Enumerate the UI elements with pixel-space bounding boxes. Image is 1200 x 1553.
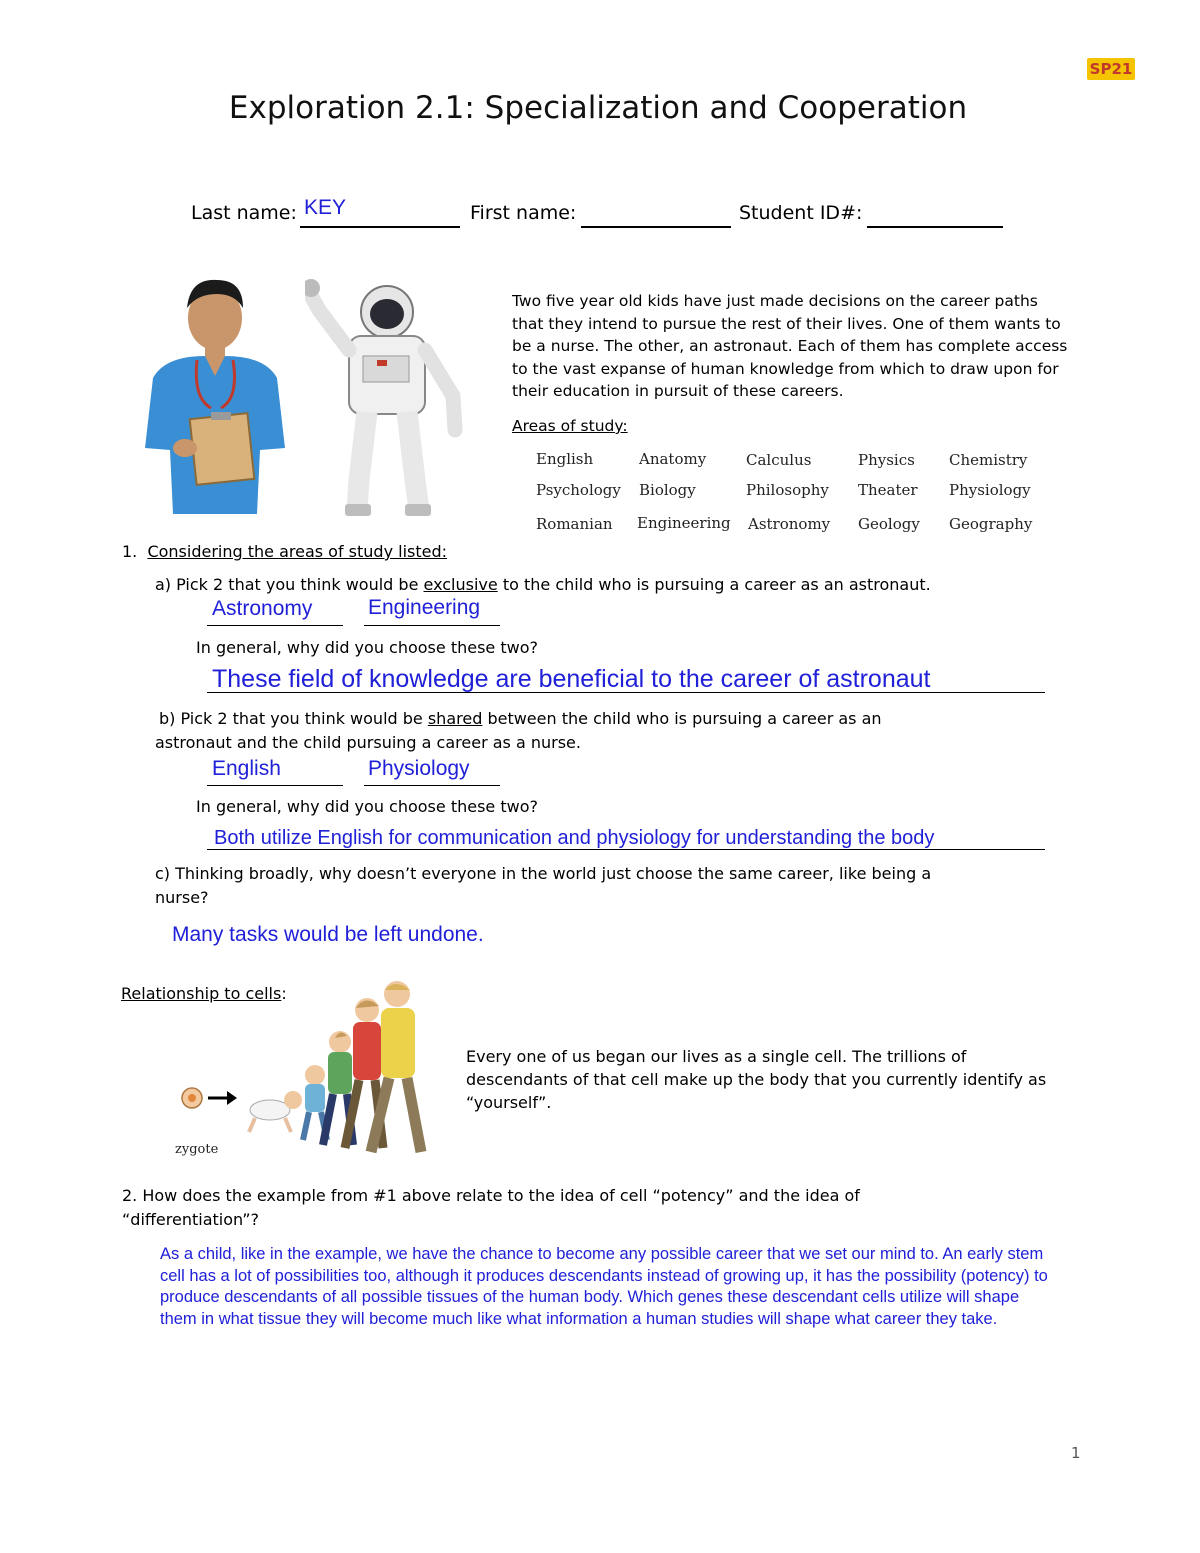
answer-1a-why[interactable]: These field of knowledge are beneficial to the career of astronaut [212, 665, 931, 693]
subject-romanian: Romanian [536, 515, 613, 533]
question-1-heading [122, 540, 447, 564]
answer-1c[interactable]: Many tasks would be left undone. [172, 923, 484, 946]
first-name-underline[interactable] [581, 226, 731, 228]
subject-english: English [536, 450, 594, 468]
subject-biology: Biology [639, 481, 696, 499]
last-name-value[interactable]: KEY [304, 196, 347, 219]
question-1b-prefix: b) Pick 2 that you think would be [159, 709, 428, 728]
question-1-title: Considering the areas of study listed: [147, 542, 448, 561]
answer-1b-why-line [207, 849, 1045, 850]
astronaut-image [305, 270, 470, 520]
growth-illustration [175, 980, 440, 1160]
last-name-underline [300, 226, 460, 228]
question-1b-text [159, 707, 882, 731]
question-1a-keyword: exclusive [423, 575, 498, 594]
first-name-label: First name: [470, 202, 577, 224]
subject-physics: Physics [858, 451, 915, 469]
subject-philosophy: Philosophy [746, 481, 829, 499]
question-1c-line2: nurse? [155, 888, 209, 907]
last-name-label: Last name: [191, 202, 297, 224]
answer-1b-first[interactable]: English [212, 757, 281, 780]
cells-paragraph: Every one of us began our lives as a single cell. The trillions of descendants of that cell make up the body that you currently identify as “yourself”. [466, 1047, 1047, 1112]
answer-1a-first-line [207, 625, 343, 626]
answer-2[interactable]: As a child, like in the example, we have the chance to become any possible career that we set our mind to. An early stem cell has a lot of possibilities too, although it produces descendants instead of growing up, it has the possibility (potency) to produce descendants of all possible tissues of the human body. Which genes these descendant cells utilize will shape them in what tissue they will become much like what information a human studies will shape what career they take. [160, 1245, 1048, 1328]
question-1a-prefix: a) Pick 2 that you think would be [155, 575, 424, 594]
subject-psychology: Psychology [536, 481, 621, 499]
question-2-line2: “differentiation”? [122, 1210, 260, 1229]
page-number: 1 [1071, 1444, 1081, 1462]
question-1b-why: In general, why did you choose these two? [196, 797, 538, 816]
subject-theater: Theater [858, 481, 918, 499]
zygote-label: zygote [175, 1142, 219, 1157]
nurse-image [135, 268, 295, 514]
subject-engineering: Engineering [637, 514, 731, 532]
question-1a-text [155, 573, 931, 597]
student-id-label: Student ID#: [739, 202, 863, 224]
answer-1b-second[interactable]: Physiology [368, 757, 470, 780]
question-1a-why: In general, why did you choose these two? [196, 638, 538, 657]
term-badge: SP21 [1087, 58, 1135, 80]
answer-1a-second[interactable]: Engineering [368, 596, 481, 619]
question-1a-suffix: to the child who is pursuing a career as an astronaut. [497, 575, 931, 594]
question-1b-line2: astronaut and the child pursuing a career as a nurse. [155, 733, 581, 752]
answer-1a-second-line [364, 625, 500, 626]
question-1b-keyword: shared [427, 709, 483, 728]
question-1-number: 1. [122, 542, 138, 561]
areas-of-study-heading: Areas of study: [512, 417, 628, 435]
subject-geography: Geography [949, 515, 1033, 533]
page-title: Exploration 2.1: Specialization and Cooperation [228, 90, 968, 126]
answer-1b-why[interactable]: Both utilize English for communication and physiology for understanding the body [214, 827, 935, 849]
subject-chemistry: Chemistry [949, 451, 1028, 469]
answer-1b-first-line [207, 785, 343, 786]
question-2-line1: 2. How does the example from #1 above relate to the idea of cell “potency” and the idea of [122, 1186, 860, 1205]
student-id-underline[interactable] [867, 226, 1003, 228]
subject-physiology: Physiology [949, 481, 1031, 499]
intro-paragraph: Two five year old kids have just made decisions on the career paths that they intend to pursue the rest of their lives. One of them wants to be a nurse. The other, an astronaut. Each of them has complete access to the vast expanse of human knowledge from which to draw upon for their education in pursuit of these careers. [512, 292, 1068, 400]
subject-astronomy: Astronomy [748, 515, 831, 533]
answer-1a-why-line [207, 692, 1045, 693]
answer-1b-second-line [364, 785, 500, 786]
subject-anatomy: Anatomy [639, 450, 707, 468]
subject-geology: Geology [858, 515, 920, 533]
question-1c-line1: c) Thinking broadly, why doesn’t everyone in the world just choose the same career, like being a [155, 864, 932, 883]
relationship-heading-text: Relationship to cells [121, 984, 282, 1003]
relationship-heading: Relationship to cells: [121, 984, 287, 1003]
answer-1a-first[interactable]: Astronomy [212, 597, 313, 620]
subject-calculus: Calculus [746, 451, 812, 469]
question-1b-suffix: between the child who is pursuing a career as an [482, 709, 882, 728]
